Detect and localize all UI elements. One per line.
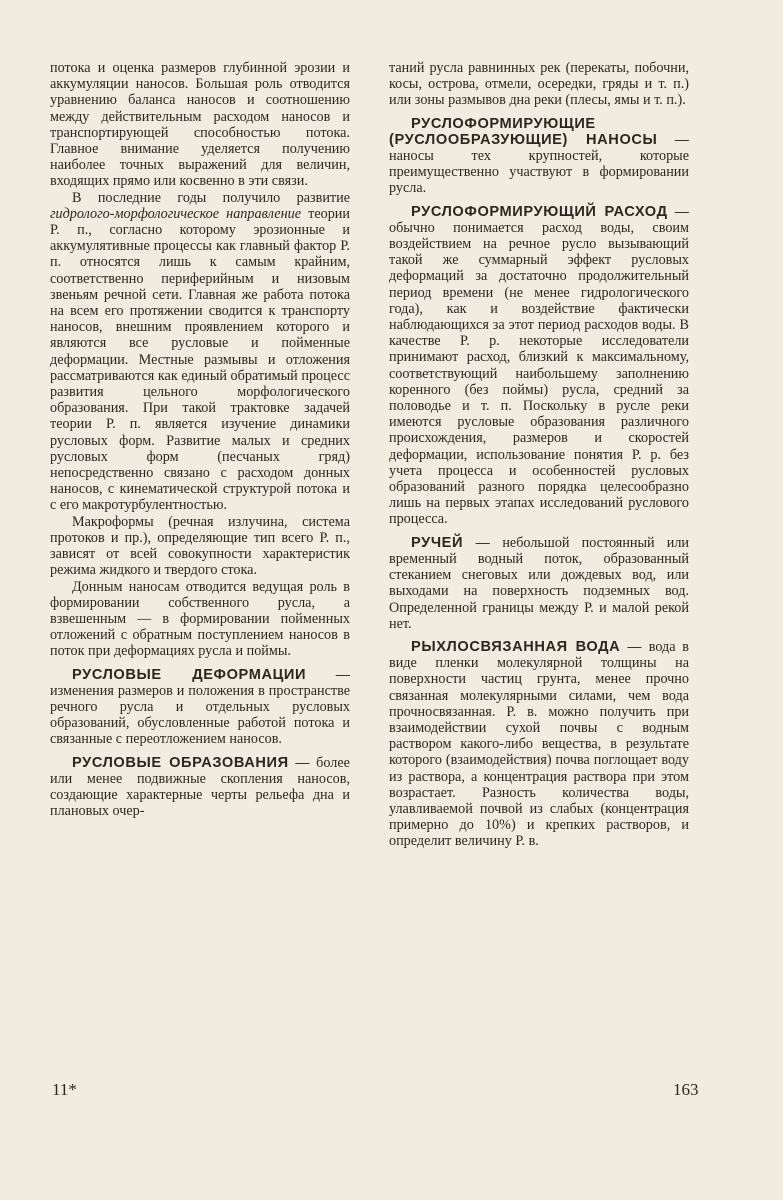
dictionary-entry: РУЧЕЙ — небольшой постоянный или временный водный поток, образованный стеканием снеговых или дождевых вод, или выходами на поверхность подземных вод. Определенной границы между Р. и малой рекой нет. [389,534,690,632]
signature-mark: 11* [52,1080,77,1099]
dictionary-entry: РУСЛОФОРМИРУЮЩИЕ (РУСЛООБРАЗУЮЩИЕ) НАНОСЫ — наносы тех крупностей, которые преимущественно участвуют в формировании русла. [389,115,689,197]
entry-definition: изменения размеров и положения в пространстве речного русла и отдельных русловых образований, обусловленные работой потока и связанные с переотложением наносов. [50,682,350,748]
dictionary-entry: РУСЛОВЫЕ ОБРАЗОВАНИЯ — более или менее подвижные скопления наносов, создающие характерные черты рельефа дна и плановых очер- [50,754,350,820]
entry-definition: вода в виде пленки молекулярной толщины на поверхности частиц грунта, менее прочно связанная молекулярными силами, чем вода прочносвязанная. Р. в. можно получить при взаимодействии сухой почвы с водным раствором какого-либо вещества, в результате которого (взаимодействия) почва поглощает воду из раствора, а концентрация раствора при этом возрастает. Разность количества воды, улавливаемой почвой из слабых (концентрация примерно до 10%) и крепких растворов, и определит величину Р. в. [389,638,689,850]
italic-term: гидролого-морфологическое направление [50,205,302,222]
left-column [50,60,350,819]
entry-term: РУСЛОВЫЕ ДЕФОРМАЦИИ [72,666,307,683]
paragraph [50,190,350,514]
paragraph-text: теории Р. п., согласно которому эрозионные и аккумулятивные процессы как главный фактор Р. п. относятся лишь к самым крайним, соответственно периферийным и низовым звеньям речной сети. Главная же работа потока на всем его протяжении сводится к транспорту наносов, внешним проявлением которого и являются все русловые и пойменные деформации. Местные размывы и отложения рассматриваются как единый обратимый процесс развития цельного морфологического образования. При такой трактовке задачей теории Р. п. является изучение динамики русловых форм. Развитие малых и средних русловых форм (песчаных гряд) непосредственно связано с расходом донных наносов, с кинематической структурой потока и с его макротурбулентностью. [50,205,350,514]
entry-term: РЫХЛОСВЯЗАННАЯ ВОДА [411,638,621,655]
dictionary-entry: РЫХЛОСВЯЗАННАЯ ВОДА — вода в виде пленки молекулярной толщины на поверхности частиц грунта, менее прочно связанная молекулярными силами, чем вода прочносвязанная. Р. в. можно получить при взаимодействии сухой почвы с водным раствором какого-либо вещества, в результате которого (взаимодействия) почва поглощает воду из раствора, а концентрация раствора при этом возрастает. Разность количества воды, улавливаемой почвой из слабых (концентрация примерно до 10%) и крепких растворов, и определит величину Р. в. [389,638,689,850]
entry-definition: небольшой постоянный или временный водный поток, образованный стеканием снеговых или дождевых вод, или выходами на поверхность подземных вод. Определенной границы между Р. и малой рекой нет. [389,534,690,632]
entry-term: РУСЛОВЫЕ ОБРАЗОВАНИЯ [72,754,289,771]
paragraph-text: В последние годы получило развитие [72,189,350,206]
paragraph: Донным наносам отводится ведущая роль в формировании собственного русла, а взвешенным — в формировании пойменных отложений с обратным поступлением наносов в поток при деформациях русла и поймы. [50,578,350,660]
dictionary-entry: РУСЛОВЫЕ ДЕФОРМАЦИИ — изменения размеров и положения в пространстве речного русла и отдельных русловых образований, обусловленные работой потока и связанные с переотложением наносов. [50,666,350,748]
paragraph: Макроформы (речная излучина, система протоков и пр.), определяющие тип всего Р. п., зависят от всей совокупности характеристик режима жидкого и твердого стока. [50,513,350,579]
entry-term: РУСЛОФОРМИРУЮЩИЕ (РУСЛООБРАЗУЮЩИЕ) НАНОСЫ [389,115,658,148]
paragraph: таний русла равнинных рек (перекаты, побочни, косы, острова, отмели, осередки, гряды и т. п.) или зоны размывов дна реки (плесы, ямы и т. п.). [389,60,689,109]
dictionary-entry: РУСЛОФОРМИРУЮЩИЙ РАСХОД — обычно понимается расход воды, своим воздействием на речное русло вызывающий такой же суммарный эффект русловых деформаций за достаточно продолжительный период времени (не менее гидрологического года), как и воздействие фактически наблюдающихся за этот период расходов воды. В качестве Р. р. некоторые исследователи принимают расход, близкий к максимальному, соответствующий наибольшему заполнению коренного (без поймы) русла, средний за половодье и т. п. Поскольку в русле реки имеются русловые образования различного происхождения, размеров и скоростей деформации, использование понятия Р. р. без учета процесса и особенностей русловых образований разного порядка целесообразно лишь на первых этапах исследований руслового процесса. [389,203,689,528]
entry-term: РУЧЕЙ [411,534,464,551]
right-column [389,60,689,850]
entry-definition: более или менее подвижные скопления наносов, создающие характерные черты рельефа дна и плановых очер- [50,754,350,820]
page-number: 163 [673,1080,699,1099]
entry-definition: наносы тех крупностей, которые преимущественно участвуют в формировании русла. [389,148,689,197]
entry-definition: обычно понимается расход воды, своим воздействием на речное русло вызывающий такой же суммарный эффект русловых деформаций за достаточно продолжительный период времени (не менее гидрологического года), как и воздействие фактически наблюдающихся за этот период расходов воды. В качестве Р. р. некоторые исследователи принимают расход, близкий к максимальному, соответствующий наибольшему заполнению коренного (без поймы) русла, средний за половодье и т. п. Поскольку в русле реки имеются русловые образования различного происхождения, размеров и скоростей деформации, использование понятия Р. р. без учета процесса и особенностей русловых образований разного порядка целесообразно лишь на первых этапах исследований руслового процесса. [389,219,689,528]
paragraph: потока и оценка размеров глубинной эрозии и аккумуляции наносов. Большая роль отводится уравнению баланса наносов и соотношению между действительным расходом наносов и транспортирующей способностью потока. Главное внимание уделяется получению наиболее точных выражений для величин, входящих прямо или косвенно в эти связи. [50,60,350,190]
entry-term: РУСЛОФОРМИРУЮЩИЙ РАСХОД [411,203,668,220]
